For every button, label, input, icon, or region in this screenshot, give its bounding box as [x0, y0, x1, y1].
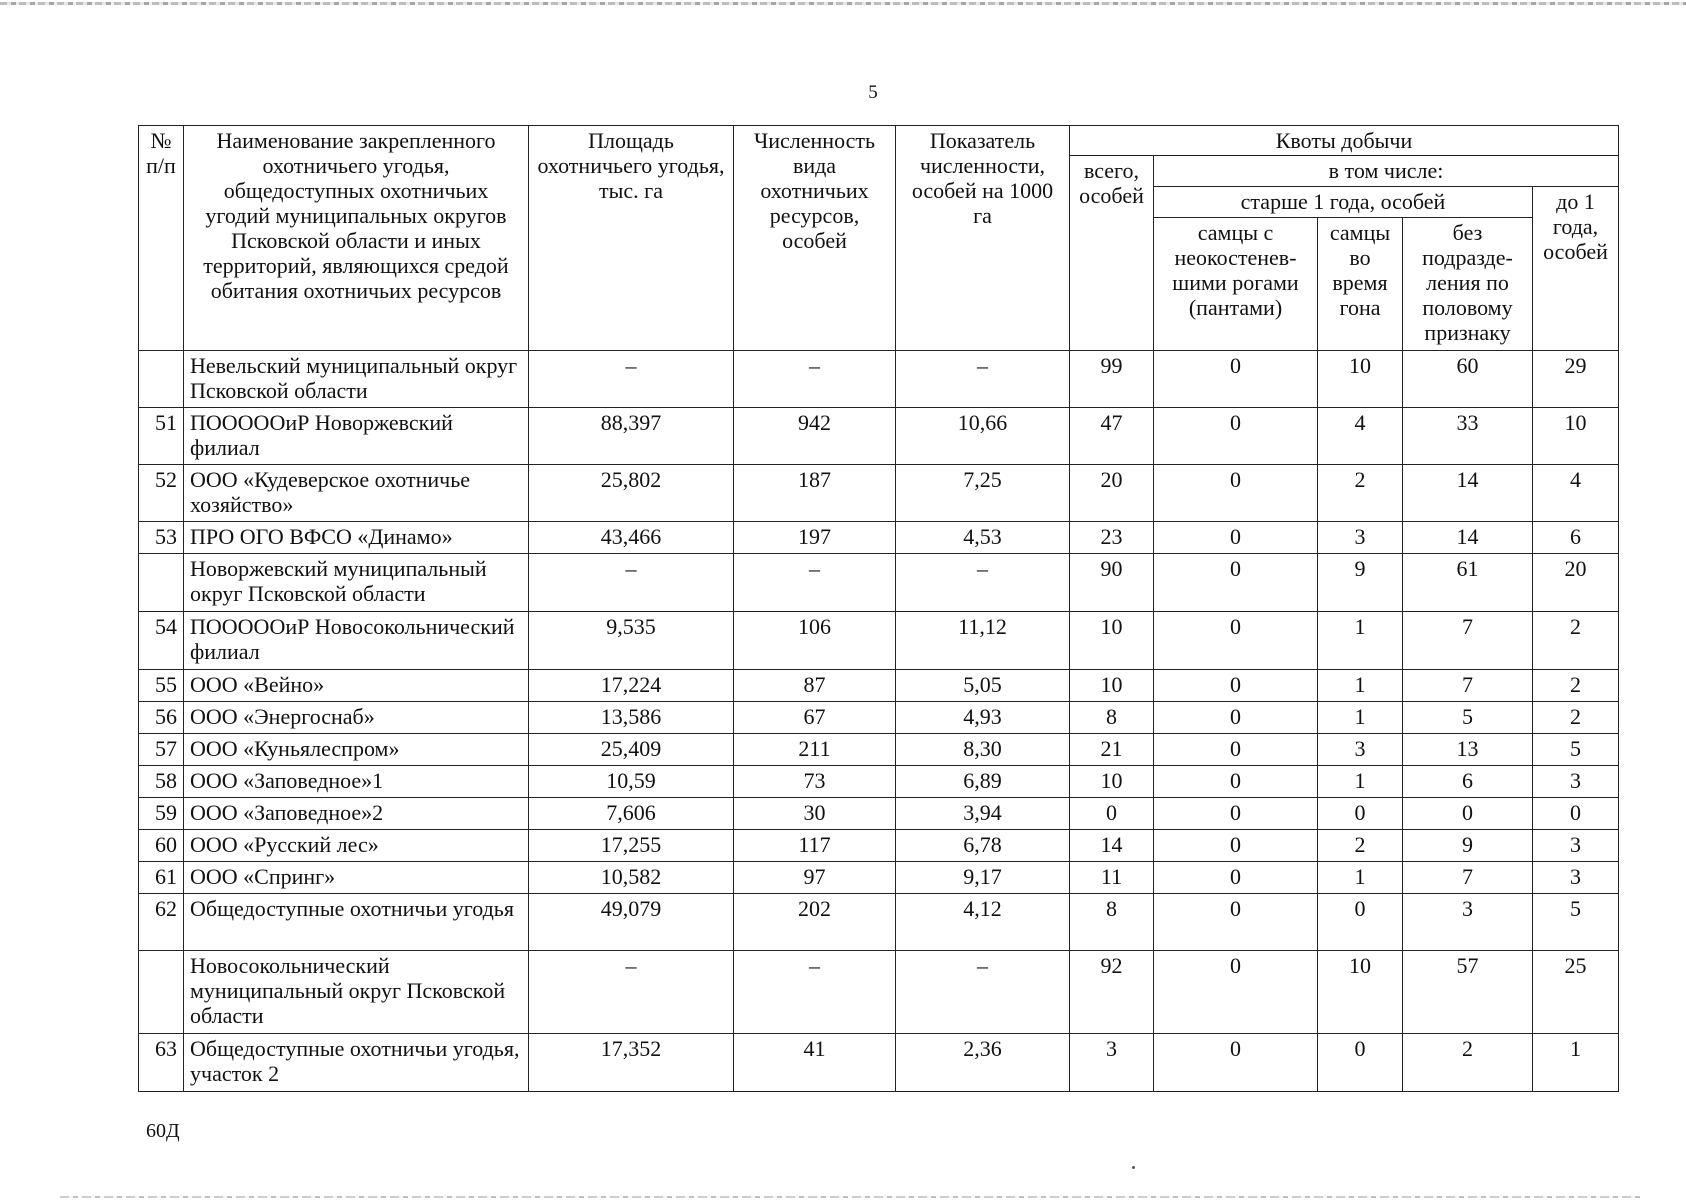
cell-rut: 0 [1318, 1034, 1403, 1092]
cell-name: ООО «Русский лес» [184, 830, 529, 862]
cell-area: 10,582 [529, 862, 734, 894]
table-row [139, 670, 1619, 702]
cell-population: 187 [734, 465, 896, 522]
cell-name: ПРО ОГО ВФСО «Динамо» [184, 522, 529, 554]
cell-antlers: 0 [1154, 408, 1318, 465]
cell-population: – [734, 351, 896, 408]
table-row [139, 798, 1619, 830]
cell-total: 8 [1070, 894, 1154, 951]
table-row [139, 734, 1619, 766]
cell-under-one: 29 [1533, 351, 1619, 408]
header-including: в том числе: [1154, 156, 1619, 187]
cell-total: 8 [1070, 702, 1154, 734]
cell-density: 5,05 [896, 670, 1070, 702]
cell-under-one: 2 [1533, 702, 1619, 734]
header-under-one: до 1 года, особей [1533, 187, 1619, 351]
cell-num: 57 [139, 734, 184, 766]
cell-population: 41 [734, 1034, 896, 1092]
cell-density: 11,12 [896, 612, 1070, 670]
cell-num: 60 [139, 830, 184, 862]
cell-num [139, 951, 184, 1034]
header-name: Наименование закрепленного охотничьего угодья, общедоступных охотничьих угодий муниципальных округов Псковской области и иных территорий, являющихся средой обитания охотничьих ресурсов [184, 126, 529, 351]
cell-rut: 4 [1318, 408, 1403, 465]
cell-rut: 1 [1318, 766, 1403, 798]
cell-under-one: 10 [1533, 408, 1619, 465]
cell-antlers: 0 [1154, 1034, 1318, 1092]
cell-name: Невельский муниципальный округ Псковской области [184, 351, 529, 408]
cell-no-sex: 33 [1403, 408, 1533, 465]
table-row [139, 351, 1619, 408]
cell-name: ПОООООиР Новосокольнический филиал [184, 612, 529, 670]
cell-under-one: 3 [1533, 862, 1619, 894]
cell-no-sex: 7 [1403, 862, 1533, 894]
cell-area: 7,606 [529, 798, 734, 830]
cell-population: 87 [734, 670, 896, 702]
cell-density: 7,25 [896, 465, 1070, 522]
cell-density: 3,94 [896, 798, 1070, 830]
cell-density: 4,53 [896, 522, 1070, 554]
quota-table [138, 125, 1619, 1092]
cell-num [139, 554, 184, 612]
cell-total: 0 [1070, 798, 1154, 830]
cell-area: – [529, 951, 734, 1034]
cell-total: 3 [1070, 1034, 1154, 1092]
cell-antlers: 0 [1154, 465, 1318, 522]
cell-total: 47 [1070, 408, 1154, 465]
cell-no-sex: 7 [1403, 670, 1533, 702]
header-population: Численность вида охотничьих ресурсов, особей [734, 126, 896, 351]
cell-density: 6,89 [896, 766, 1070, 798]
cell-under-one: 5 [1533, 734, 1619, 766]
document-code: 60Д [146, 1120, 180, 1142]
cell-name: ПОООООиР Новоржевский филиал [184, 408, 529, 465]
cell-name: Новоржевский муниципальный округ Псковской области [184, 554, 529, 612]
cell-antlers: 0 [1154, 862, 1318, 894]
cell-total: 11 [1070, 862, 1154, 894]
cell-density: 10,66 [896, 408, 1070, 465]
cell-no-sex: 5 [1403, 702, 1533, 734]
cell-population: 942 [734, 408, 896, 465]
cell-rut: 0 [1318, 894, 1403, 951]
cell-population: 97 [734, 862, 896, 894]
cell-total: 99 [1070, 351, 1154, 408]
cell-total: 10 [1070, 766, 1154, 798]
cell-rut: 2 [1318, 830, 1403, 862]
cell-total: 10 [1070, 612, 1154, 670]
header-density: Показатель численности, особей на 1000 га [896, 126, 1070, 351]
cell-num: 63 [139, 1034, 184, 1092]
cell-area: 43,466 [529, 522, 734, 554]
cell-total: 90 [1070, 554, 1154, 612]
table-row [139, 702, 1619, 734]
cell-antlers: 0 [1154, 702, 1318, 734]
cell-no-sex: 14 [1403, 465, 1533, 522]
cell-num: 54 [139, 612, 184, 670]
cell-rut: 2 [1318, 465, 1403, 522]
cell-total: 20 [1070, 465, 1154, 522]
cell-under-one: 3 [1533, 830, 1619, 862]
cell-num: 53 [139, 522, 184, 554]
cell-num: 56 [139, 702, 184, 734]
table-row [139, 465, 1619, 522]
cell-under-one: 1 [1533, 1034, 1619, 1092]
cell-total: 23 [1070, 522, 1154, 554]
cell-population: 202 [734, 894, 896, 951]
cell-density: 4,12 [896, 894, 1070, 951]
cell-area: – [529, 351, 734, 408]
cell-no-sex: 14 [1403, 522, 1533, 554]
header-antlers: самцы с неокостенев-шими рогами (пантами) [1154, 218, 1318, 351]
cell-area: 49,079 [529, 894, 734, 951]
table-row [139, 522, 1619, 554]
cell-no-sex: 9 [1403, 830, 1533, 862]
cell-area: 25,802 [529, 465, 734, 522]
table-row [139, 766, 1619, 798]
cell-name: Новосокольнический муниципальный округ Псковской области [184, 951, 529, 1034]
cell-name: ООО «Вейно» [184, 670, 529, 702]
cell-under-one: 20 [1533, 554, 1619, 612]
header-rut: самцы во время гона [1318, 218, 1403, 351]
cell-under-one: 25 [1533, 951, 1619, 1034]
cell-under-one: 6 [1533, 522, 1619, 554]
cell-area: 17,255 [529, 830, 734, 862]
cell-name: ООО «Куньялеспром» [184, 734, 529, 766]
cell-total: 92 [1070, 951, 1154, 1034]
cell-name: Общедоступные охотничьи угодья [184, 894, 529, 951]
table-row [139, 951, 1619, 1034]
scan-edge-top [0, 2, 1686, 5]
cell-area: 9,535 [529, 612, 734, 670]
cell-density: 4,93 [896, 702, 1070, 734]
table-row [139, 408, 1619, 465]
cell-num: 52 [139, 465, 184, 522]
cell-name: ООО «Спринг» [184, 862, 529, 894]
table-row [139, 612, 1619, 670]
cell-rut: 9 [1318, 554, 1403, 612]
table-row [139, 554, 1619, 612]
cell-no-sex: 7 [1403, 612, 1533, 670]
header-no-sex: без подразде-ления по половому признаку [1403, 218, 1533, 351]
cell-under-one: 2 [1533, 670, 1619, 702]
cell-name: ООО «Заповедное»1 [184, 766, 529, 798]
cell-no-sex: 0 [1403, 798, 1533, 830]
cell-total: 10 [1070, 670, 1154, 702]
cell-rut: 10 [1318, 951, 1403, 1034]
cell-rut: 1 [1318, 862, 1403, 894]
cell-total: 14 [1070, 830, 1154, 862]
table-row [139, 830, 1619, 862]
cell-area: 25,409 [529, 734, 734, 766]
cell-num: 55 [139, 670, 184, 702]
cell-density: 6,78 [896, 830, 1070, 862]
cell-no-sex: 57 [1403, 951, 1533, 1034]
cell-population: – [734, 951, 896, 1034]
cell-population: 30 [734, 798, 896, 830]
table-row [139, 1034, 1619, 1092]
cell-population: 67 [734, 702, 896, 734]
cell-antlers: 0 [1154, 522, 1318, 554]
header-total: всего, особей [1070, 156, 1154, 351]
cell-antlers: 0 [1154, 894, 1318, 951]
cell-rut: 3 [1318, 522, 1403, 554]
cell-rut: 10 [1318, 351, 1403, 408]
cell-density: 9,17 [896, 862, 1070, 894]
cell-no-sex: 13 [1403, 734, 1533, 766]
table-row [139, 894, 1619, 951]
cell-no-sex: 2 [1403, 1034, 1533, 1092]
header-older: старше 1 года, особей [1154, 187, 1533, 218]
cell-density: 2,36 [896, 1034, 1070, 1092]
cell-name: ООО «Кудеверское охотничье хозяйство» [184, 465, 529, 522]
header-num: № п/п [139, 126, 184, 351]
cell-population: 197 [734, 522, 896, 554]
cell-no-sex: 60 [1403, 351, 1533, 408]
cell-population: 211 [734, 734, 896, 766]
cell-total: 21 [1070, 734, 1154, 766]
cell-area: 13,586 [529, 702, 734, 734]
cell-density: 8,30 [896, 734, 1070, 766]
cell-rut: 0 [1318, 798, 1403, 830]
cell-antlers: 0 [1154, 951, 1318, 1034]
header-area: Площадь охотничьего угодья, тыс. га [529, 126, 734, 351]
cell-population: 73 [734, 766, 896, 798]
cell-antlers: 0 [1154, 351, 1318, 408]
table-header [139, 126, 1619, 351]
cell-rut: 1 [1318, 702, 1403, 734]
cell-area: 88,397 [529, 408, 734, 465]
cell-area: 17,224 [529, 670, 734, 702]
cell-population: 106 [734, 612, 896, 670]
cell-density: – [896, 351, 1070, 408]
scan-speck [1132, 1166, 1135, 1169]
cell-under-one: 5 [1533, 894, 1619, 951]
header-quotas: Квоты добычи [1070, 126, 1619, 156]
cell-density: – [896, 554, 1070, 612]
cell-under-one: 2 [1533, 612, 1619, 670]
cell-no-sex: 61 [1403, 554, 1533, 612]
cell-name: Общедоступные охотничьи угодья, участок 2 [184, 1034, 529, 1092]
cell-num: 61 [139, 862, 184, 894]
cell-rut: 3 [1318, 734, 1403, 766]
cell-antlers: 0 [1154, 670, 1318, 702]
cell-area: 10,59 [529, 766, 734, 798]
cell-num [139, 351, 184, 408]
cell-num: 62 [139, 894, 184, 951]
cell-area: – [529, 554, 734, 612]
table-row [139, 862, 1619, 894]
cell-name: ООО «Энергоснаб» [184, 702, 529, 734]
cell-antlers: 0 [1154, 830, 1318, 862]
cell-under-one: 0 [1533, 798, 1619, 830]
table-body [139, 351, 1619, 1092]
cell-antlers: 0 [1154, 734, 1318, 766]
cell-name: ООО «Заповедное»2 [184, 798, 529, 830]
cell-under-one: 3 [1533, 766, 1619, 798]
cell-density: – [896, 951, 1070, 1034]
cell-area: 17,352 [529, 1034, 734, 1092]
cell-antlers: 0 [1154, 798, 1318, 830]
cell-population: – [734, 554, 896, 612]
cell-rut: 1 [1318, 670, 1403, 702]
cell-under-one: 4 [1533, 465, 1619, 522]
cell-population: 117 [734, 830, 896, 862]
cell-antlers: 0 [1154, 554, 1318, 612]
scan-edge-bottom [60, 1196, 1640, 1198]
cell-antlers: 0 [1154, 612, 1318, 670]
cell-num: 59 [139, 798, 184, 830]
cell-num: 51 [139, 408, 184, 465]
page-number: 5 [868, 82, 878, 103]
cell-antlers: 0 [1154, 766, 1318, 798]
cell-no-sex: 3 [1403, 894, 1533, 951]
cell-num: 58 [139, 766, 184, 798]
cell-rut: 1 [1318, 612, 1403, 670]
cell-no-sex: 6 [1403, 766, 1533, 798]
